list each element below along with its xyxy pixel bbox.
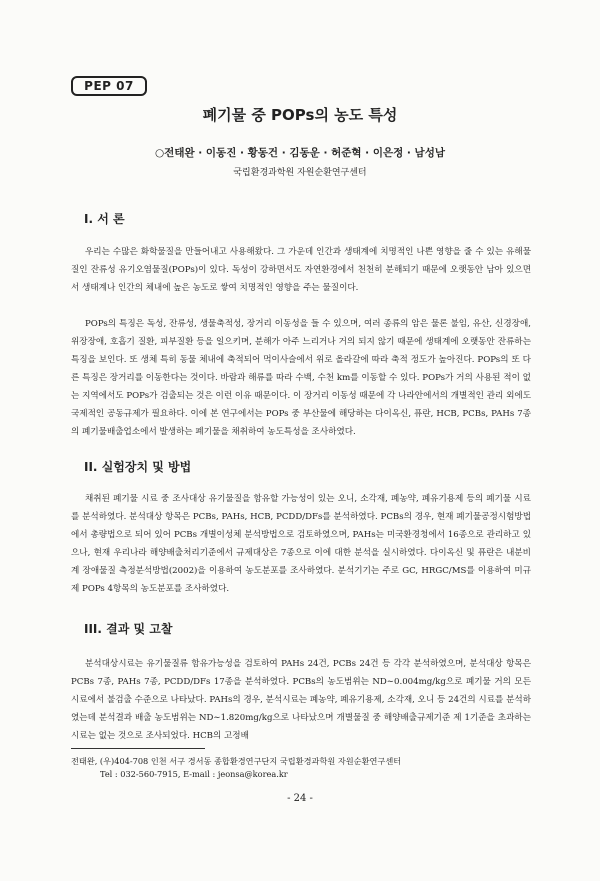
- section-heading-results: III. 결과 및 고찰: [84, 622, 173, 636]
- paragraph: 채취된 폐기물 시료 중 조사대상 유기물질을 함유할 가능성이 있는 오니, 소각재, 폐농약, 폐유기용제 등의 폐기물 시료를 분석하였다. 분석대상 항목은 PCBs, PAHs, HCB, PCDD/DFs를 분석하였다. PCBs의 경우, 현재 폐기물공정시험방법에서 총량법으로 되어 있어 PCBs 개별이성체 분석방법으로 검토하였으며, PAHs는 미국환경청에서 16종으로 관리하고 있으나, 현재 우리나라 해양배출처리기준에서 규제대상은 7종으로 이에 대한 분석을 실시하였다. 다이옥신 및 퓨란은 내분비계 장애물질 측정분석방법(2002)을 이용하여 농도분포를 조사하였다. 분석기기는 주로 GC, HRGC/MS를 이용하여 미규제 POPs 4항목의 농도분포를 조사하였다.: [71, 494, 531, 594]
- author-list: ○전태완 · 이동진 · 황동건 · 김동운 · 허준혁 · 이은정 · 남성남: [155, 147, 445, 159]
- paragraph: POPs의 특징은 독성, 잔류성, 생물축적성, 장거리 이동성을 들 수 있으며, 여러 종류의 암은 물론 불임, 유산, 신경장애, 위장장애, 호흡기 질환, 피부질환 등을 일으키며, 분해가 아주 느리거나 거의 되지 않기 때문에 생태계에 오랫동안 잔류하는 특징을 보인다. 또 생체 특히 동물 체내에 축적되어 먹이사슬에서 위로 올라갈에 따라 축적 정도가 높아진다. POPs의 또 다른 특징은 장거리를 이동한다는 것이다. 바람과 해류를 따라 수백, 수천 km를 이동할 수 있다. POPs가 거의 사용된 적이 없는 지역에서도 POPs가 검출되는 것은 이런 이유 때문이다. 이 장거리 이동성 때문에 각 나라안에서의 개별적인 관리 외에도 국제적인 공동규제가 필요하다. 이에 본 연구에서는 POPs 중 부산물에 해당하는 다이옥신, 퓨란, HCB, PCBs, PAHs 7종의 폐기물배출업소에서 발생하는 폐기물을 채취하여 농도특성을 조사하였다.: [71, 319, 531, 437]
- footnote-divider: [71, 748, 205, 749]
- page-number: - 24 -: [287, 793, 313, 804]
- section-heading-methods: II. 실험장치 및 방법: [84, 460, 192, 474]
- presentation-code-badge: PEP 07: [71, 76, 147, 96]
- footnote-address: 전태완, (우)404-708 인천 서구 경서동 종합환경연구단지 국립환경과학원 자원순환연구센터: [71, 756, 402, 766]
- paragraph: 분석대상시료는 유기물질류 함유가능성을 검토하여 PAHs 24건, PCBs 24건 등 각각 분석하였으며, 분석대상 항목은 PCBs 7종, PAHs 7종, PCDD/DFs 17종을 분석하였다. PCBs의 농도범위는 ND∼0.004mg/kg으로 폐기물 거의 모든 시료에서 불검출 수준으로 나타났다. PAHs의 경우, 분석시료는 폐농약, 폐유기용제, 소각재, 오니 등 24건의 시료를 분석하였는데 분석결과 배출 농도범위는 ND∼1.820mg/kg으로 나타났으며 개별물질 중 해양배출규제기준 제 1기준을 초과하는 시료는 없는 것으로 조사되었다. HCB의 고정배: [71, 659, 531, 741]
- paragraph: 우리는 수많은 화학물질을 만들어내고 사용해왔다. 그 가운데 인간과 생태계에 치명적인 나쁜 영향을 줄 수 있는 유해물질인 잔류성 유기오염물질(POPs)이 있다. 독성이 강하면서도 자연환경에서 천천히 분해되기 때문에 오랫동안 남아 있으면서 생태계나 인간의 체내에 높은 농도로 쌓여 치명적인 영향을 주는 물질이다.: [71, 247, 531, 293]
- section-heading-introduction: I. 서 론: [84, 212, 125, 226]
- footnote-contact: Tel : 032-560-7915, E-mail : jeonsa@korea.kr: [100, 769, 288, 779]
- affiliation: 국립환경과학원 자원순환연구센터: [233, 168, 367, 178]
- paper-title: 폐기물 중 POPs의 농도 특성: [202, 106, 398, 124]
